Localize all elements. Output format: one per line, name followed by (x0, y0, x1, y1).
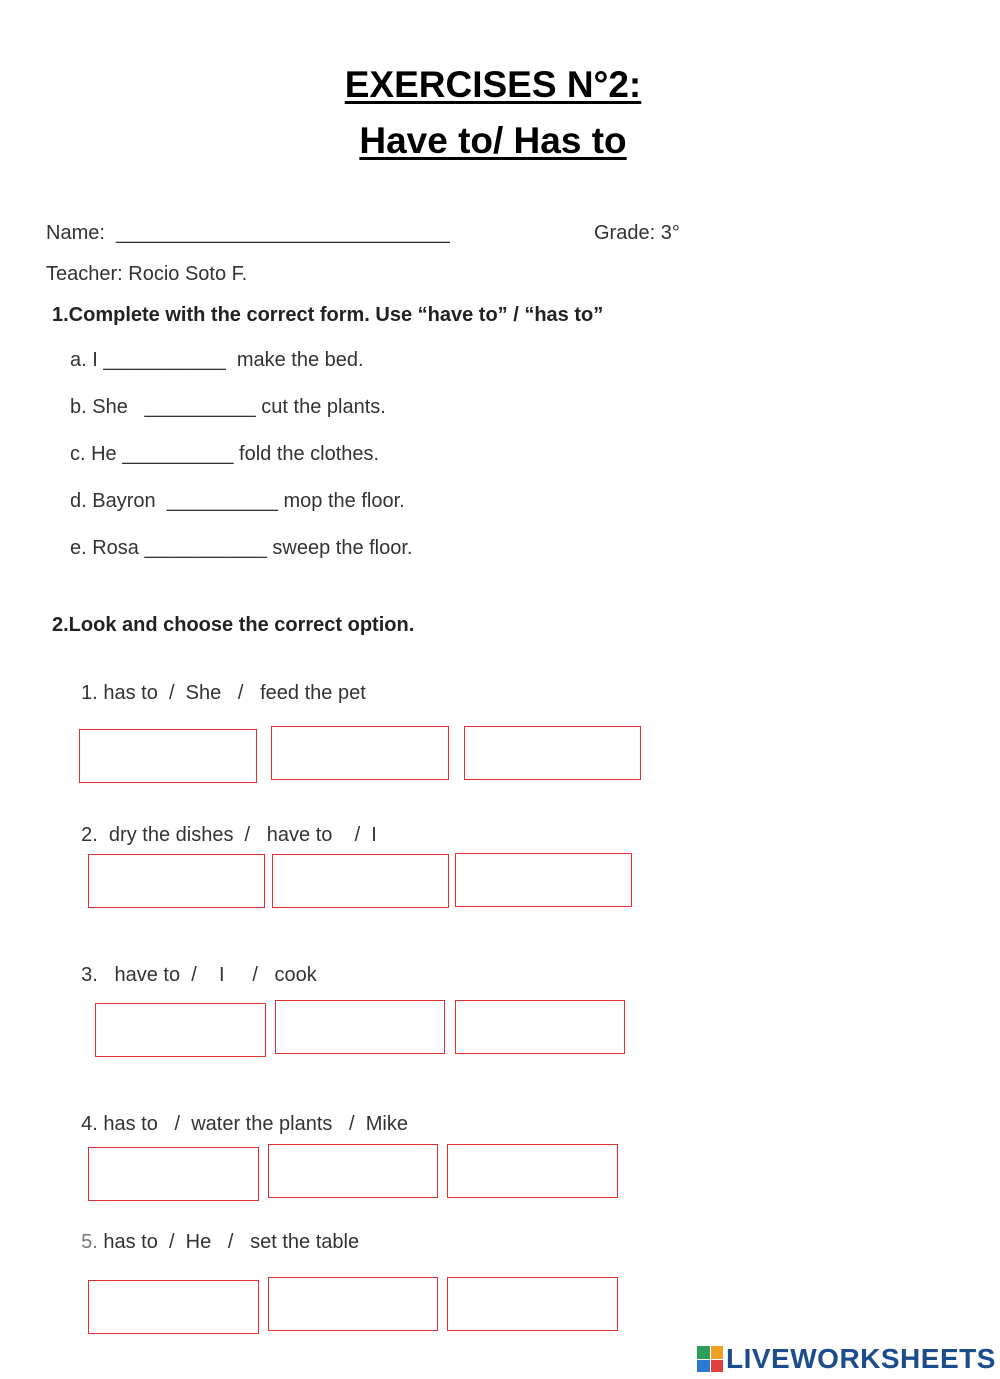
answer-box-4c[interactable] (447, 1144, 618, 1198)
item-words: has to / water the plants / Mike (97, 1113, 408, 1135)
item-number: 5. (81, 1231, 98, 1253)
exercise1-item-d: d. Bayron __________ mop the floor. (70, 490, 405, 512)
answer-box-4b[interactable] (268, 1144, 438, 1198)
exercise2-item-1 (70, 659, 366, 705)
answer-box-3b[interactable] (275, 1000, 445, 1054)
answer-box-5c[interactable] (447, 1277, 618, 1331)
item-words: have to / I / cook (97, 964, 317, 986)
page-title: EXERCISES N°2: (344, 64, 642, 105)
exercise2-heading: 2.Look and choose the correct option. (52, 614, 415, 636)
exercise2-item-3 (70, 941, 317, 987)
item-words: has to / He / set the table (97, 1231, 360, 1253)
exercise2-item-2 (70, 801, 377, 847)
answer-box-3c[interactable] (455, 1000, 625, 1054)
logo-tile (711, 1346, 724, 1359)
grade-label: Grade: 3° (594, 222, 680, 244)
exercise1-item-a: a. I ___________ make the bed. (70, 349, 364, 371)
logo-text: LIVEWORKSHEETS (726, 1343, 996, 1374)
answer-box-2b[interactable] (272, 854, 449, 908)
exercise1-item-c: c. He __________ fold the clothes. (70, 443, 380, 465)
page-subtitle: Have to/ Has to (359, 120, 627, 161)
answer-box-5b[interactable] (268, 1277, 438, 1331)
exercise2-item-5 (70, 1208, 359, 1254)
item-words: dry the dishes / have to / I (97, 824, 377, 846)
answer-box-4a[interactable] (88, 1147, 259, 1201)
exercise1-item-b: b. She __________ cut the plants. (70, 396, 386, 418)
liveworksheets-logo[interactable] (697, 1344, 996, 1374)
answer-box-1a[interactable] (79, 729, 257, 783)
logo-tiles-icon (697, 1346, 723, 1372)
answer-box-1b[interactable] (271, 726, 449, 780)
answer-box-2c[interactable] (455, 853, 632, 907)
answer-box-1c[interactable] (464, 726, 641, 780)
item-words: has to / She / feed the pet (97, 682, 366, 704)
logo-tile (711, 1360, 724, 1373)
exercise2-item-4 (70, 1090, 408, 1136)
logo-tile (697, 1360, 710, 1373)
item-number: 1. (81, 682, 98, 704)
answer-box-3a[interactable] (95, 1003, 266, 1057)
logo-tile (697, 1346, 710, 1359)
answer-box-2a[interactable] (88, 854, 265, 908)
exercise1-heading: 1.Complete with the correct form. Use “have to” / “has to” (52, 304, 604, 326)
item-number: 3. (81, 964, 98, 986)
answer-box-5a[interactable] (88, 1280, 259, 1334)
exercise1-item-e: e. Rosa ___________ sweep the floor. (70, 537, 413, 559)
teacher-label: Teacher: Rocio Soto F. (46, 263, 248, 285)
name-field-label: Name: ______________________________ (46, 222, 450, 244)
item-number: 4. (81, 1113, 98, 1135)
item-number: 2. (81, 824, 98, 846)
